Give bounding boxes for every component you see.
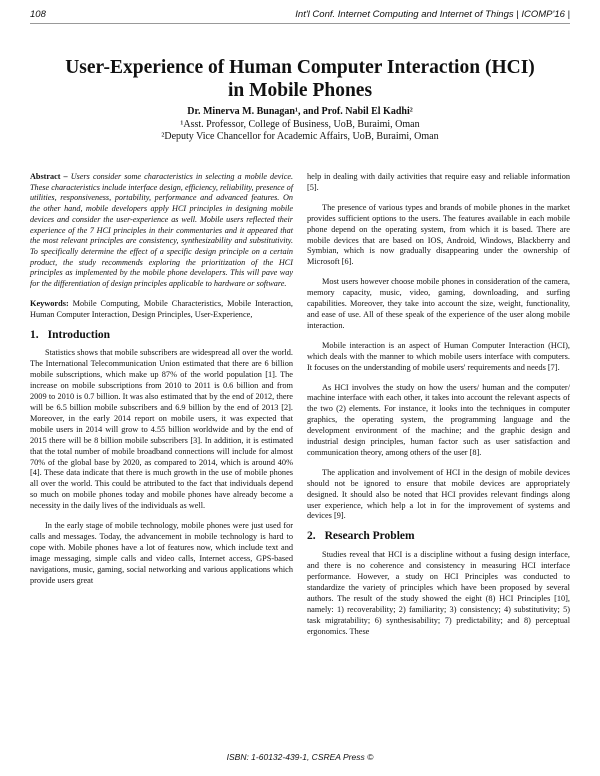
section-number: 2. <box>307 530 316 543</box>
abstract-label: Abstract – <box>30 172 68 181</box>
paragraph: The application and involvement of HCI in the design of mobile devices should not be ignored to ensure that mobile devices are appropriately designed. It should also be noted that HCI provides relevant findings along user experience, which help a lot in for the improvement of systems and devices [9]. <box>307 467 570 521</box>
section-heading-introduction <box>30 330 293 341</box>
paragraph: As HCI involves the study on how the users/ human and the computer/ machine interface with each other, it takes into account the relevant aspects of the two (2) elements. For instance, it looks into the techniques in computer graphics, the operating system, the programming language and the development environment of the machine; and the graphic design and industrial design principles, human factor such as user satisfaction and communication theory, among others of the user [8]. <box>307 382 570 457</box>
keywords <box>30 299 293 321</box>
paragraph: Statistics shows that mobile subscribers are widespread all over the world. The International Telecommunication Union estimated that there are 6 billion mobile subscriptions, which make up 87% of the world population [1]. The increase on mobile subscriptions from 2010 to 2011 is 0.6 billion and from 2009 to 2010 is 0.7 billion. It was also estimated that by the end of 2012, there will be 6.5 billion mobile subscribers and 6.9 billion by the end of 2013 [2]. Moreover, in the early 2014 report on mobile users, it was expected that mobile users in 2014 will grow to 4.55 billion worldwide and by the end of 2015 there will be 8 billion mobile subscribers [3]. In addition, it is estimated that the total number of mobile broadband connections will include for almost 70% of the global base by 2020, as compared to 2014, which is around 40% [4]. These data indicate that there is much growth in the use of mobile phones all over the world. This could be attributed to the fact that individuals depend so much on mobile phones today and mobile phones have already become a necessity in the daily lives of the individuals as well. <box>30 348 293 511</box>
abstract <box>30 172 293 290</box>
author-affiliation-1: ¹Asst. Professor, College of Business, UoB, Buraimi, Oman <box>180 118 420 130</box>
paper-title: User-Experience of Human Computer Interaction (HCI) in Mobile Phones <box>65 57 535 101</box>
author-names: Dr. Minerva M. Bunagan¹, and Prof. Nabil El Kadhi² <box>187 106 413 117</box>
paragraph: The presence of various types and brands of mobile phones in the market provides sufficient options to the users. The features available in each mobile phone depend on the operating system, from which it is based. There are mobile devices that are based on IOS, Android, Windows, Blackberry and Symbian, which is now gradually disappearing under the ownership of Microsoft [6]. <box>307 202 570 267</box>
page-footer: ISBN: 1-60132-439-1, CSREA Press © <box>226 752 374 762</box>
right-column <box>307 172 570 647</box>
keywords-text: Mobile Computing, Mobile Characteristics, Mobile Interaction, Human Computer Interaction, Design Principles, User-Experience, <box>30 298 293 319</box>
keywords-label: Keywords: <box>30 298 69 308</box>
author-block <box>60 106 540 144</box>
paragraph: Most users however choose mobile phones in consideration of the camera, memory capacity, music, video, gaming, downloading, and surfing capabilities. Moreover, they take into account the size, weight, functionality, and ease of use. All of these speak of the experience of the user along mobile interaction. <box>307 277 570 330</box>
running-header <box>30 9 570 24</box>
conference-name: Int'l Conf. Internet Computing and Internet of Things | ICOMP'16 | <box>295 9 570 20</box>
paragraph: Studies reveal that HCI is a discipline without a fusing design interface, and there is no coherence and consistency in measuring HCI interface performance. However, a study on HCI Principles was conducted to standardize the variety of principles which have been proposed by several authors. The result of the study showed the eight (8) HCI Principles [10], namely: 1) recoverability; 2) familiarity; 3) consistency; 4) substitutivity; 5) task migratability; 6) synthesisability; 7) predictability; and 8) perceptual ergonomics. These <box>307 550 570 636</box>
section-number: 1. <box>30 328 39 341</box>
author-affiliation-2: ²Deputy Vice Chancellor for Academic Affairs, UoB, Buraimi, Oman <box>161 131 439 142</box>
page-number: 108 <box>30 9 46 20</box>
left-column <box>30 172 293 595</box>
section-title: Introduction <box>47 328 111 341</box>
paragraph: help in dealing with daily activities that require easy and reliable information [5]. <box>307 172 570 192</box>
paragraph: In the early stage of mobile technology, mobile phones were just used for calls and messages. Today, the advancement in mobile technology is hard to cope with. Mobile phones have a lot of features now, which include text and image messaging, simple calls and video calls, Internet access, GPS-based navigations, music, gaming, social networking and various applications which provide users great <box>30 521 293 585</box>
paragraph: Mobile interaction is an aspect of Human Computer Interaction (HCI), which deals with the manner to which mobile users interface with computers. It focuses on the understanding of mobile users' requirements and needs [7]. <box>307 340 570 372</box>
section-heading-research-problem <box>307 531 570 542</box>
section-title: Research Problem <box>324 530 415 543</box>
abstract-text: Users consider some characteristics in selecting a mobile device. These characteristics include interface design, efficiency, reliability, presence of utilities, responsiveness, portability, performance and advanced features. On the other hand, mobile developers apply HCI principles in designing mobile devices and consider the user-experience as well. Mobile users reflected their experience of the 7 HCI principles in their commentaries and it appeared that the most relevant principles are consistency, synthesizability and substitutivity. To specifically determine the effect of a specific design principle on a certain product, the study recommends exploring the prioritization of the HCI principles as implemented by the mobile phone developers. This will pave way for the differentiation of design principles applicable to hardware or software. <box>30 172 294 289</box>
